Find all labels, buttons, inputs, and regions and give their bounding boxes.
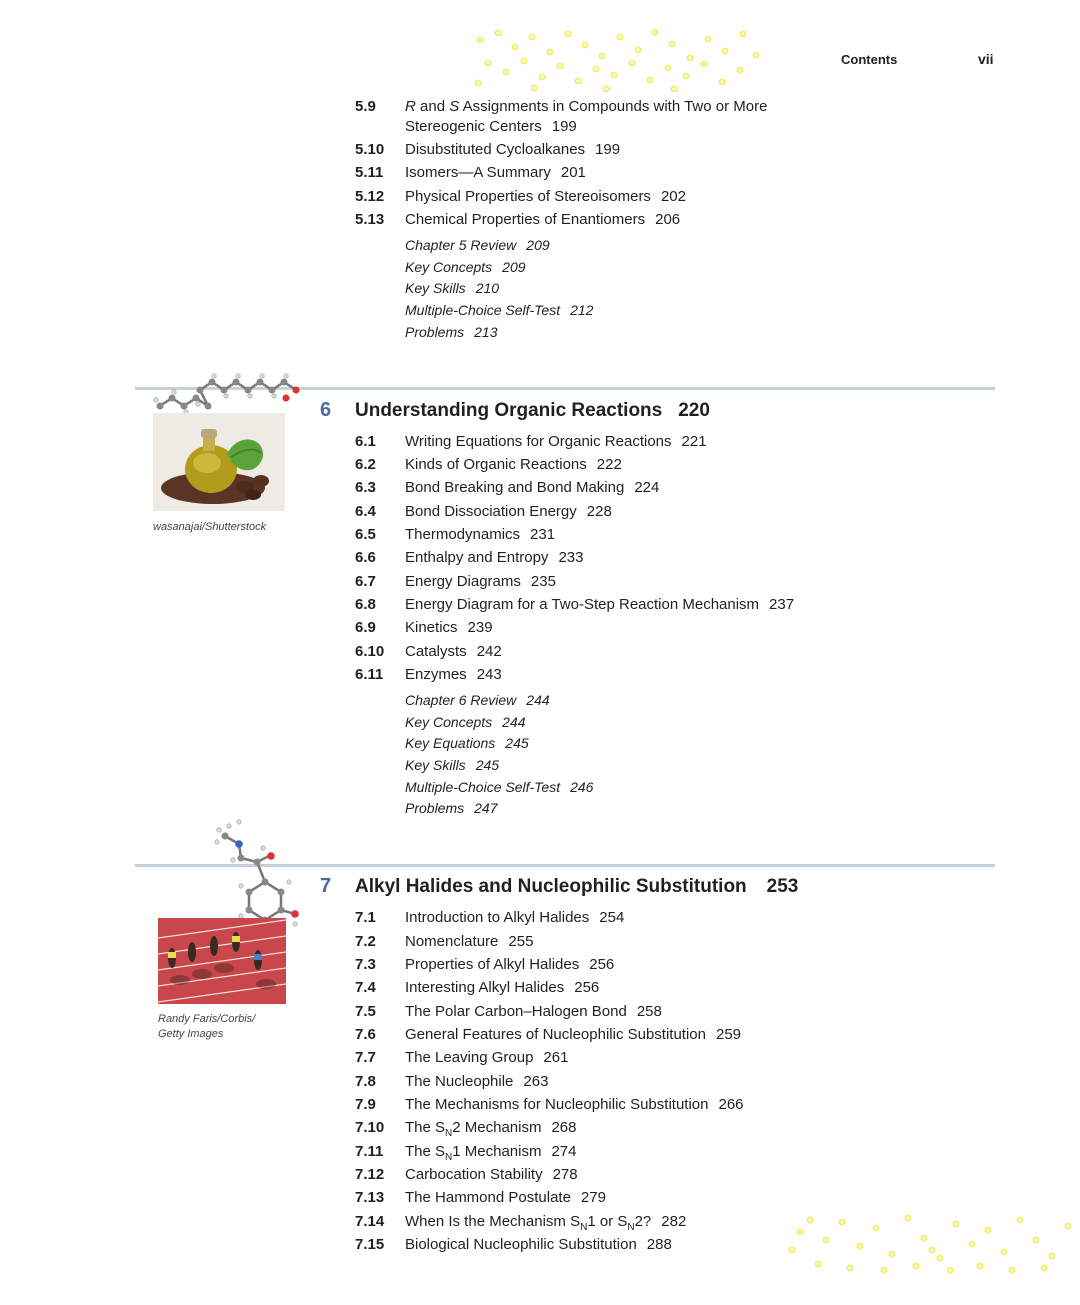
chapter-number: 6: [320, 399, 332, 421]
section-number: 7.3: [355, 956, 376, 973]
section-number: 7.12: [355, 1166, 385, 1183]
section-number: 6.2: [355, 456, 376, 473]
section-title: Isomers—A Summary 201: [405, 164, 586, 181]
section-title: Kinds of Organic Reactions 222: [405, 456, 622, 473]
section-title: The Nucleophile 263: [405, 1073, 549, 1090]
section-title: Enzymes 243: [405, 666, 502, 683]
review-item: Key Skills 245: [405, 757, 500, 773]
review-item: Multiple-Choice Self-Test 246: [405, 779, 594, 795]
chapter-number: 7: [320, 875, 332, 897]
section-title: Energy Diagrams 235: [405, 573, 556, 590]
section-number: 7.7: [355, 1049, 376, 1066]
section-title: Enthalpy and Entropy 233: [405, 549, 584, 566]
running-header-section: Contents: [841, 52, 898, 67]
section-number: 6.9: [355, 619, 376, 636]
section-number: 7.14: [355, 1213, 385, 1230]
section-number: 5.11: [355, 164, 384, 181]
review-item: Problems 213: [405, 324, 498, 340]
review-item: Chapter 5 Review 209: [405, 237, 550, 253]
section-title: General Features of Nucleophilic Substitution 259: [405, 1026, 742, 1043]
section-number: 5.12: [355, 188, 385, 205]
section-title: Energy Diagram for a Two-Step Reaction Mechanism 237: [405, 596, 795, 613]
section-number: 5.9: [355, 98, 376, 115]
section-number: 7.4: [355, 979, 376, 996]
section-number: 7.9: [355, 1096, 376, 1113]
section-title: Kinetics 239: [405, 619, 493, 636]
chapter-title: Alkyl Halides and Nucleophilic Substitution 253: [355, 876, 799, 897]
review-item: Chapter 6 Review 244: [405, 692, 550, 708]
section-title: Carbocation Stability 278: [405, 1166, 578, 1183]
section-title: Catalysts 242: [405, 643, 502, 660]
section-title: Bond Dissociation Energy 228: [405, 503, 612, 520]
photo-credit: Randy Faris/Corbis/ Getty Images: [158, 1013, 256, 1040]
section-number: 5.10: [355, 141, 385, 158]
photo-credit: wasanajai/Shutterstock: [153, 521, 267, 533]
section-title: Bond Breaking and Bond Making 224: [405, 479, 660, 496]
section-title: The Leaving Group 261: [405, 1049, 569, 1066]
section-title: The $S_N1$ Mechanism 274: [405, 1143, 577, 1163]
section-number: 7.15: [355, 1236, 385, 1253]
section-number: 7.11: [355, 1143, 384, 1160]
section-title: The Hammond Postulate 279: [405, 1189, 606, 1206]
section-number: 6.1: [355, 433, 376, 450]
section-title: R and S Assignments in Compounds with Two or More: [405, 98, 768, 115]
section-title: Writing Equations for Organic Reactions 221: [405, 433, 707, 450]
section-number: 6.10: [355, 643, 385, 660]
review-item: Key Skills 210: [405, 280, 500, 296]
section-number: 7.6: [355, 1026, 376, 1043]
section-number: 7.10: [355, 1119, 385, 1136]
section-number: 6.8: [355, 596, 376, 613]
section-title: Physical Properties of Stereoisomers 202: [405, 188, 686, 205]
section-title: The Mechanisms for Nucleophilic Substitution 266: [405, 1096, 744, 1113]
section-title: The $S_N2$ Mechanism 268: [405, 1119, 577, 1139]
section-title: Thermodynamics 231: [405, 526, 556, 543]
decorative-dots-bottom: [780, 1210, 1080, 1280]
section-number: 6.3: [355, 479, 376, 496]
section-number: 6.5: [355, 526, 376, 543]
review-item: Problems 247: [405, 800, 498, 816]
section-number: 6.4: [355, 503, 376, 520]
section-title: Nomenclature 255: [405, 933, 534, 950]
section-title-line2: Stereogenic Centers 199: [405, 118, 577, 135]
section-number: 7.1: [355, 909, 376, 926]
section-title: When Is the Mechanism $S_N1$ or $S_N2$? 282: [405, 1213, 687, 1233]
section-title: Properties of Alkyl Halides 256: [405, 956, 615, 973]
section-title: Biological Nucleophilic Substitution 288: [405, 1236, 672, 1253]
review-item: Key Equations 245: [405, 735, 529, 751]
section-number: 7.2: [355, 933, 376, 950]
section-title: Disubstituted Cycloalkanes 199: [405, 141, 621, 158]
page-number: vii: [978, 51, 994, 67]
section-number: 6.7: [355, 573, 376, 590]
molecule-model-icon: [150, 368, 310, 418]
section-number: 5.13: [355, 211, 385, 228]
review-item: Key Concepts 244: [405, 714, 526, 730]
section-number: 7.8: [355, 1073, 376, 1090]
section-title: The Polar Carbon–Halogen Bond 258: [405, 1003, 662, 1020]
section-title: Introduction to Alkyl Halides 254: [405, 909, 625, 926]
runners-track-photo: [158, 918, 286, 1004]
section-title: Chemical Properties of Enantiomers 206: [405, 211, 681, 228]
review-item: Key Concepts 209: [405, 259, 526, 275]
section-number: 7.5: [355, 1003, 376, 1020]
chapter-title: Understanding Organic Reactions 220: [355, 400, 710, 421]
section-number: 7.13: [355, 1189, 385, 1206]
section-number: 6.6: [355, 549, 376, 566]
decorative-dots-top: [460, 25, 770, 95]
oil-bottle-photo: [153, 413, 285, 511]
section-number: 6.11: [355, 666, 384, 683]
section-title: Interesting Alkyl Halides 256: [405, 979, 600, 996]
review-item: Multiple-Choice Self-Test 212: [405, 302, 594, 318]
